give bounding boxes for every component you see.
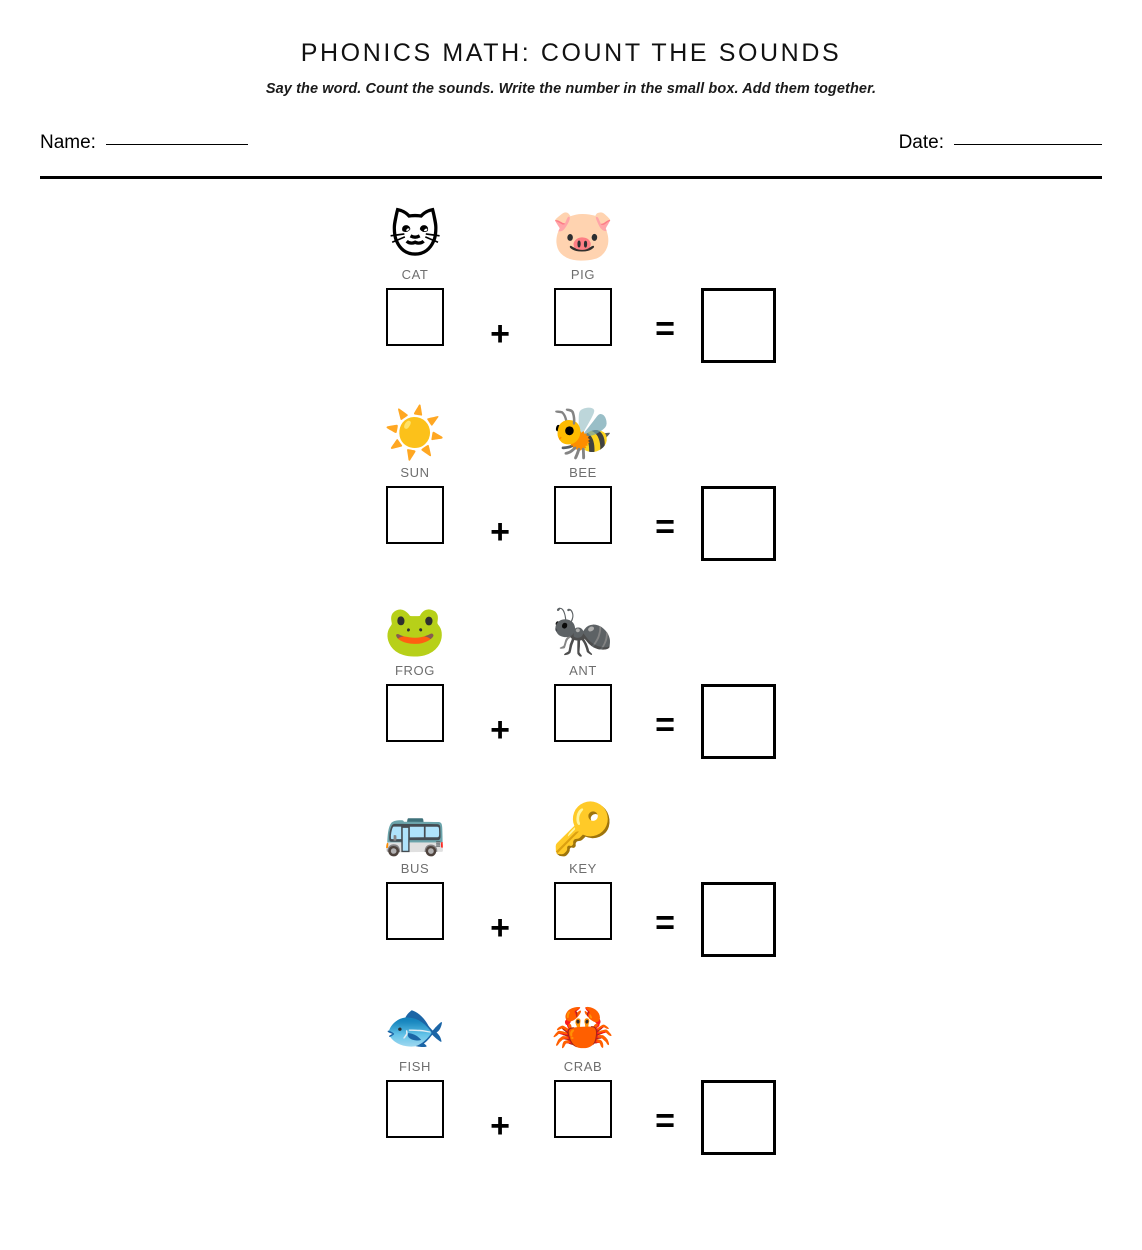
worksheet-header	[0, 0, 1142, 98]
word-label: ANT	[569, 663, 597, 678]
sum-box[interactable]	[701, 882, 776, 957]
key-icon: 🔑	[551, 800, 615, 858]
sum-box[interactable]	[701, 486, 776, 561]
count-box-right[interactable]	[554, 486, 612, 544]
problem-list	[0, 205, 1142, 1195]
plus-operator: +	[490, 513, 510, 551]
instructions-text: Say the word. Count the sounds. Write the number in the small box. Add them together.	[265, 81, 877, 97]
word-label: CRAB	[563, 1059, 603, 1074]
equals-operator: =	[655, 706, 675, 744]
equals-operator: =	[655, 508, 675, 546]
operand-left	[360, 799, 470, 940]
name-input[interactable]	[106, 144, 248, 145]
word-label: PIG	[570, 267, 596, 282]
plus-operator: +	[490, 909, 510, 947]
equals-operator: =	[655, 310, 675, 348]
problem-row	[0, 205, 1142, 403]
problem-row	[0, 601, 1142, 799]
count-box-left[interactable]	[386, 486, 444, 544]
operand-left	[360, 205, 470, 346]
page-title: PHONICS MATH: COUNT THE SOUNDS	[300, 39, 842, 67]
plus-operator: +	[490, 711, 510, 749]
pig-face-icon: 🐷	[551, 206, 615, 264]
date-input[interactable]	[954, 144, 1102, 145]
frog-icon: 🐸	[383, 602, 447, 660]
header-divider	[40, 176, 1102, 179]
name-field-group	[40, 132, 248, 154]
word-label: CAT	[401, 267, 429, 282]
problem-row	[0, 799, 1142, 997]
operand-left	[360, 403, 470, 544]
count-box-right[interactable]	[554, 684, 612, 742]
cat-face-icon: 🐱	[388, 206, 442, 264]
operand-right	[528, 205, 638, 346]
bus-icon: 🚌	[383, 800, 447, 858]
count-box-left[interactable]	[386, 1080, 444, 1138]
count-box-right[interactable]	[554, 288, 612, 346]
word-label: FISH	[398, 1059, 431, 1074]
problem-row	[0, 997, 1142, 1195]
sum-box[interactable]	[701, 1080, 776, 1155]
operand-right	[528, 601, 638, 742]
count-box-right[interactable]	[554, 1080, 612, 1138]
honeybee-icon: 🐝	[551, 404, 615, 462]
plus-operator: +	[490, 1107, 510, 1145]
ant-icon: 🐜	[551, 602, 615, 660]
word-label: BEE	[569, 465, 597, 480]
equals-operator: =	[655, 1102, 675, 1140]
operand-right	[528, 403, 638, 544]
sun-icon: ☀️	[383, 404, 447, 462]
word-label: SUN	[400, 465, 430, 480]
count-box-left[interactable]	[386, 684, 444, 742]
equals-operator: =	[655, 904, 675, 942]
plus-operator: +	[490, 315, 510, 353]
word-label: FROG	[395, 663, 435, 678]
problem-row	[0, 403, 1142, 601]
operand-left	[360, 997, 470, 1138]
word-label: KEY	[569, 861, 597, 876]
operand-right	[528, 799, 638, 940]
sum-box[interactable]	[701, 684, 776, 759]
fish-icon: 🐟	[383, 998, 447, 1056]
date-field-group	[899, 132, 1102, 154]
count-box-left[interactable]	[386, 288, 444, 346]
operand-right	[528, 997, 638, 1138]
name-label: Name:	[40, 132, 96, 153]
word-label: BUS	[400, 861, 430, 876]
sum-box[interactable]	[701, 288, 776, 363]
crab-icon: 🦀	[551, 998, 615, 1056]
operand-left	[360, 601, 470, 742]
name-date-row	[40, 132, 1102, 166]
count-box-left[interactable]	[386, 882, 444, 940]
count-box-right[interactable]	[554, 882, 612, 940]
date-label: Date:	[898, 132, 944, 153]
